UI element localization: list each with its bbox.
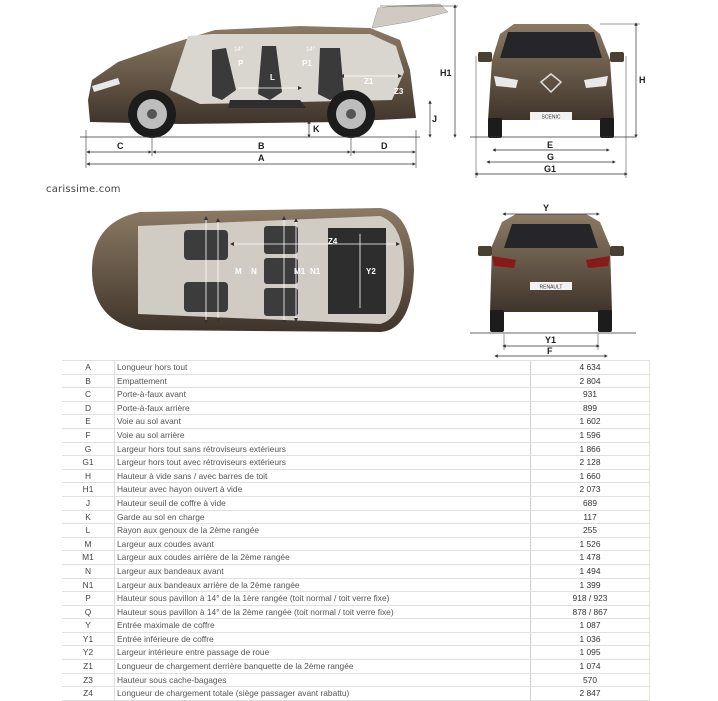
side-view — [80, 4, 458, 168]
row-value: 1 478 — [531, 551, 650, 565]
table-row — [62, 564, 650, 578]
top-label-n: N — [251, 267, 257, 276]
row-description: Longueur hors tout — [115, 361, 531, 375]
row-description: Porte-à-faux arrière — [115, 401, 531, 415]
row-value: 1 494 — [531, 564, 650, 578]
row-description: Longueur de chargement totale (siège passager avant rabattu) — [115, 687, 531, 701]
row-description: Entrée maximale de coffre — [115, 619, 531, 633]
top-label-m: M — [235, 267, 242, 276]
top-label-y2: Y2 — [366, 267, 376, 276]
front-badge: SCENIC — [541, 114, 561, 121]
table-row — [62, 388, 650, 402]
side-label-c: C — [117, 141, 124, 151]
row-description: Largeur aux coudes avant — [115, 537, 531, 551]
row-value: 2 847 — [531, 687, 650, 701]
row-value: 255 — [531, 524, 650, 538]
row-code: Q — [62, 605, 115, 619]
table-row — [62, 632, 650, 646]
row-value: 4 634 — [531, 361, 650, 375]
row-value: 2 073 — [531, 483, 650, 497]
row-value: 1 399 — [531, 578, 650, 592]
table-row — [62, 442, 650, 456]
rear-label-y: Y — [543, 203, 550, 213]
row-description: Largeur hors tout sans rétroviseurs extérieurs — [115, 442, 531, 456]
row-code: G1 — [62, 456, 115, 470]
row-value: 2 804 — [531, 374, 650, 388]
row-description: Garde au sol en charge — [115, 510, 531, 524]
front-label-g1: G1 — [544, 164, 557, 174]
row-code: D — [62, 401, 115, 415]
row-description: Largeur aux coudes arrière de la 2ème rangée — [115, 551, 531, 565]
table-row — [62, 537, 650, 551]
front-view — [470, 24, 646, 178]
side-label-z1: Z1 — [364, 77, 374, 86]
dimensions-table — [62, 360, 650, 701]
row-code: N1 — [62, 578, 115, 592]
row-description: Largeur intérieure entre passage de roue — [115, 646, 531, 660]
row-description: Empattement — [115, 374, 531, 388]
row-code: F — [62, 428, 115, 442]
row-value: 878 / 867 — [531, 605, 650, 619]
row-code: Z1 — [62, 660, 115, 674]
side-label-p: P — [238, 59, 244, 68]
table-row — [62, 687, 650, 701]
table-row — [62, 415, 650, 429]
side-label-l: L — [270, 73, 275, 82]
row-code: Y1 — [62, 632, 115, 646]
row-code: M1 — [62, 551, 115, 565]
row-code: E — [62, 415, 115, 429]
tailgate-open — [372, 4, 448, 28]
row-description: Hauteur avec hayon ouvert à vide — [115, 483, 531, 497]
table-row — [62, 605, 650, 619]
side-label-deg-front: 14° — [234, 47, 244, 53]
row-description: Largeur hors tout avec rétroviseurs extérieurs — [115, 456, 531, 470]
row-value: 570 — [531, 673, 650, 687]
front-label-g: G — [547, 152, 555, 162]
row-description: Hauteur sous pavillon à 14° de la 2ème rangée (toit normal / toit verre fixe) — [115, 605, 531, 619]
row-value: 899 — [531, 401, 650, 415]
side-label-k: K — [313, 124, 320, 134]
row-code: K — [62, 510, 115, 524]
row-value: 1 087 — [531, 619, 650, 633]
rear-badge: RENAULT — [539, 284, 563, 291]
row-description: Hauteur à vide sans / avec barres de toit — [115, 469, 531, 483]
row-value: 1 602 — [531, 415, 650, 429]
row-value: 1 866 — [531, 442, 650, 456]
side-label-b: B — [258, 141, 265, 151]
row-value: 931 — [531, 388, 650, 402]
side-label-deg-rear: 14° — [306, 47, 316, 53]
side-label-p1: P1 — [302, 59, 312, 68]
watermark: carissime.com — [46, 184, 121, 195]
table-row — [62, 456, 650, 470]
row-value: 1 074 — [531, 660, 650, 674]
table-row — [62, 401, 650, 415]
row-code: C — [62, 388, 115, 402]
top-label-m1: M1 — [294, 267, 306, 276]
row-code: A — [62, 361, 115, 375]
row-code: N — [62, 564, 115, 578]
table-row — [62, 646, 650, 660]
rear-label-f: F — [547, 346, 553, 356]
row-value: 1 526 — [531, 537, 650, 551]
row-value: 1 660 — [531, 469, 650, 483]
row-description: Rayon aux genoux de la 2ème rangée — [115, 524, 531, 538]
row-description: Largeur aux bandeaux avant — [115, 564, 531, 578]
side-label-h1: H1 — [440, 68, 452, 78]
rear-view — [470, 203, 636, 356]
table-row — [62, 660, 650, 674]
row-code: B — [62, 374, 115, 388]
table-row — [62, 428, 650, 442]
row-code: L — [62, 524, 115, 538]
table-row — [62, 619, 650, 633]
row-code: Y — [62, 619, 115, 633]
row-value: 1 036 — [531, 632, 650, 646]
row-code: G — [62, 442, 115, 456]
front-label-h: H — [639, 75, 646, 85]
front-windshield — [500, 32, 602, 58]
table-row — [62, 551, 650, 565]
row-code: Y2 — [62, 646, 115, 660]
row-code: H — [62, 469, 115, 483]
row-description: Longueur de chargement derrière banquette de la 2ème rangée — [115, 660, 531, 674]
top-view — [92, 208, 414, 332]
rear-window — [504, 224, 598, 248]
row-description: Largeur aux bandeaux arrière de la 2ème rangée — [115, 578, 531, 592]
rear-label-y1: Y1 — [545, 335, 557, 345]
row-code: M — [62, 537, 115, 551]
side-cabin — [170, 34, 404, 104]
table-row — [62, 469, 650, 483]
row-code: Z4 — [62, 687, 115, 701]
table-row — [62, 578, 650, 592]
row-value: 1 095 — [531, 646, 650, 660]
table-row — [62, 510, 650, 524]
row-description: Voie au sol avant — [115, 415, 531, 429]
row-description: Entrée inférieure de coffre — [115, 632, 531, 646]
side-label-j: J — [432, 114, 438, 124]
row-value: 2 128 — [531, 456, 650, 470]
row-value: 117 — [531, 510, 650, 524]
row-value: 918 / 923 — [531, 592, 650, 606]
row-code: Z3 — [62, 673, 115, 687]
side-label-z3: Z3 — [394, 87, 404, 96]
table-row — [62, 496, 650, 510]
row-value: 1 596 — [531, 428, 650, 442]
row-description: Voie au sol arrière — [115, 428, 531, 442]
row-description: Hauteur seuil de coffre à vide — [115, 496, 531, 510]
side-label-d: D — [381, 141, 388, 151]
top-label-z4: Z4 — [328, 237, 338, 246]
row-code: P — [62, 592, 115, 606]
table-row — [62, 361, 650, 375]
table-row — [62, 673, 650, 687]
row-description: Porte-à-faux avant — [115, 388, 531, 402]
top-label-n1: N1 — [310, 267, 321, 276]
front-label-e: E — [547, 140, 554, 150]
table-row — [62, 524, 650, 538]
row-code: H1 — [62, 483, 115, 497]
side-label-a: A — [258, 153, 265, 163]
row-value: 689 — [531, 496, 650, 510]
table-row — [62, 592, 650, 606]
row-code: J — [62, 496, 115, 510]
table-row — [62, 374, 650, 388]
table-row — [62, 483, 650, 497]
row-description: Hauteur sous pavillon à 14° de la 1ère rangée (toit normal / toit verre fixe) — [115, 592, 531, 606]
row-description: Hauteur sous cache-bagages — [115, 673, 531, 687]
